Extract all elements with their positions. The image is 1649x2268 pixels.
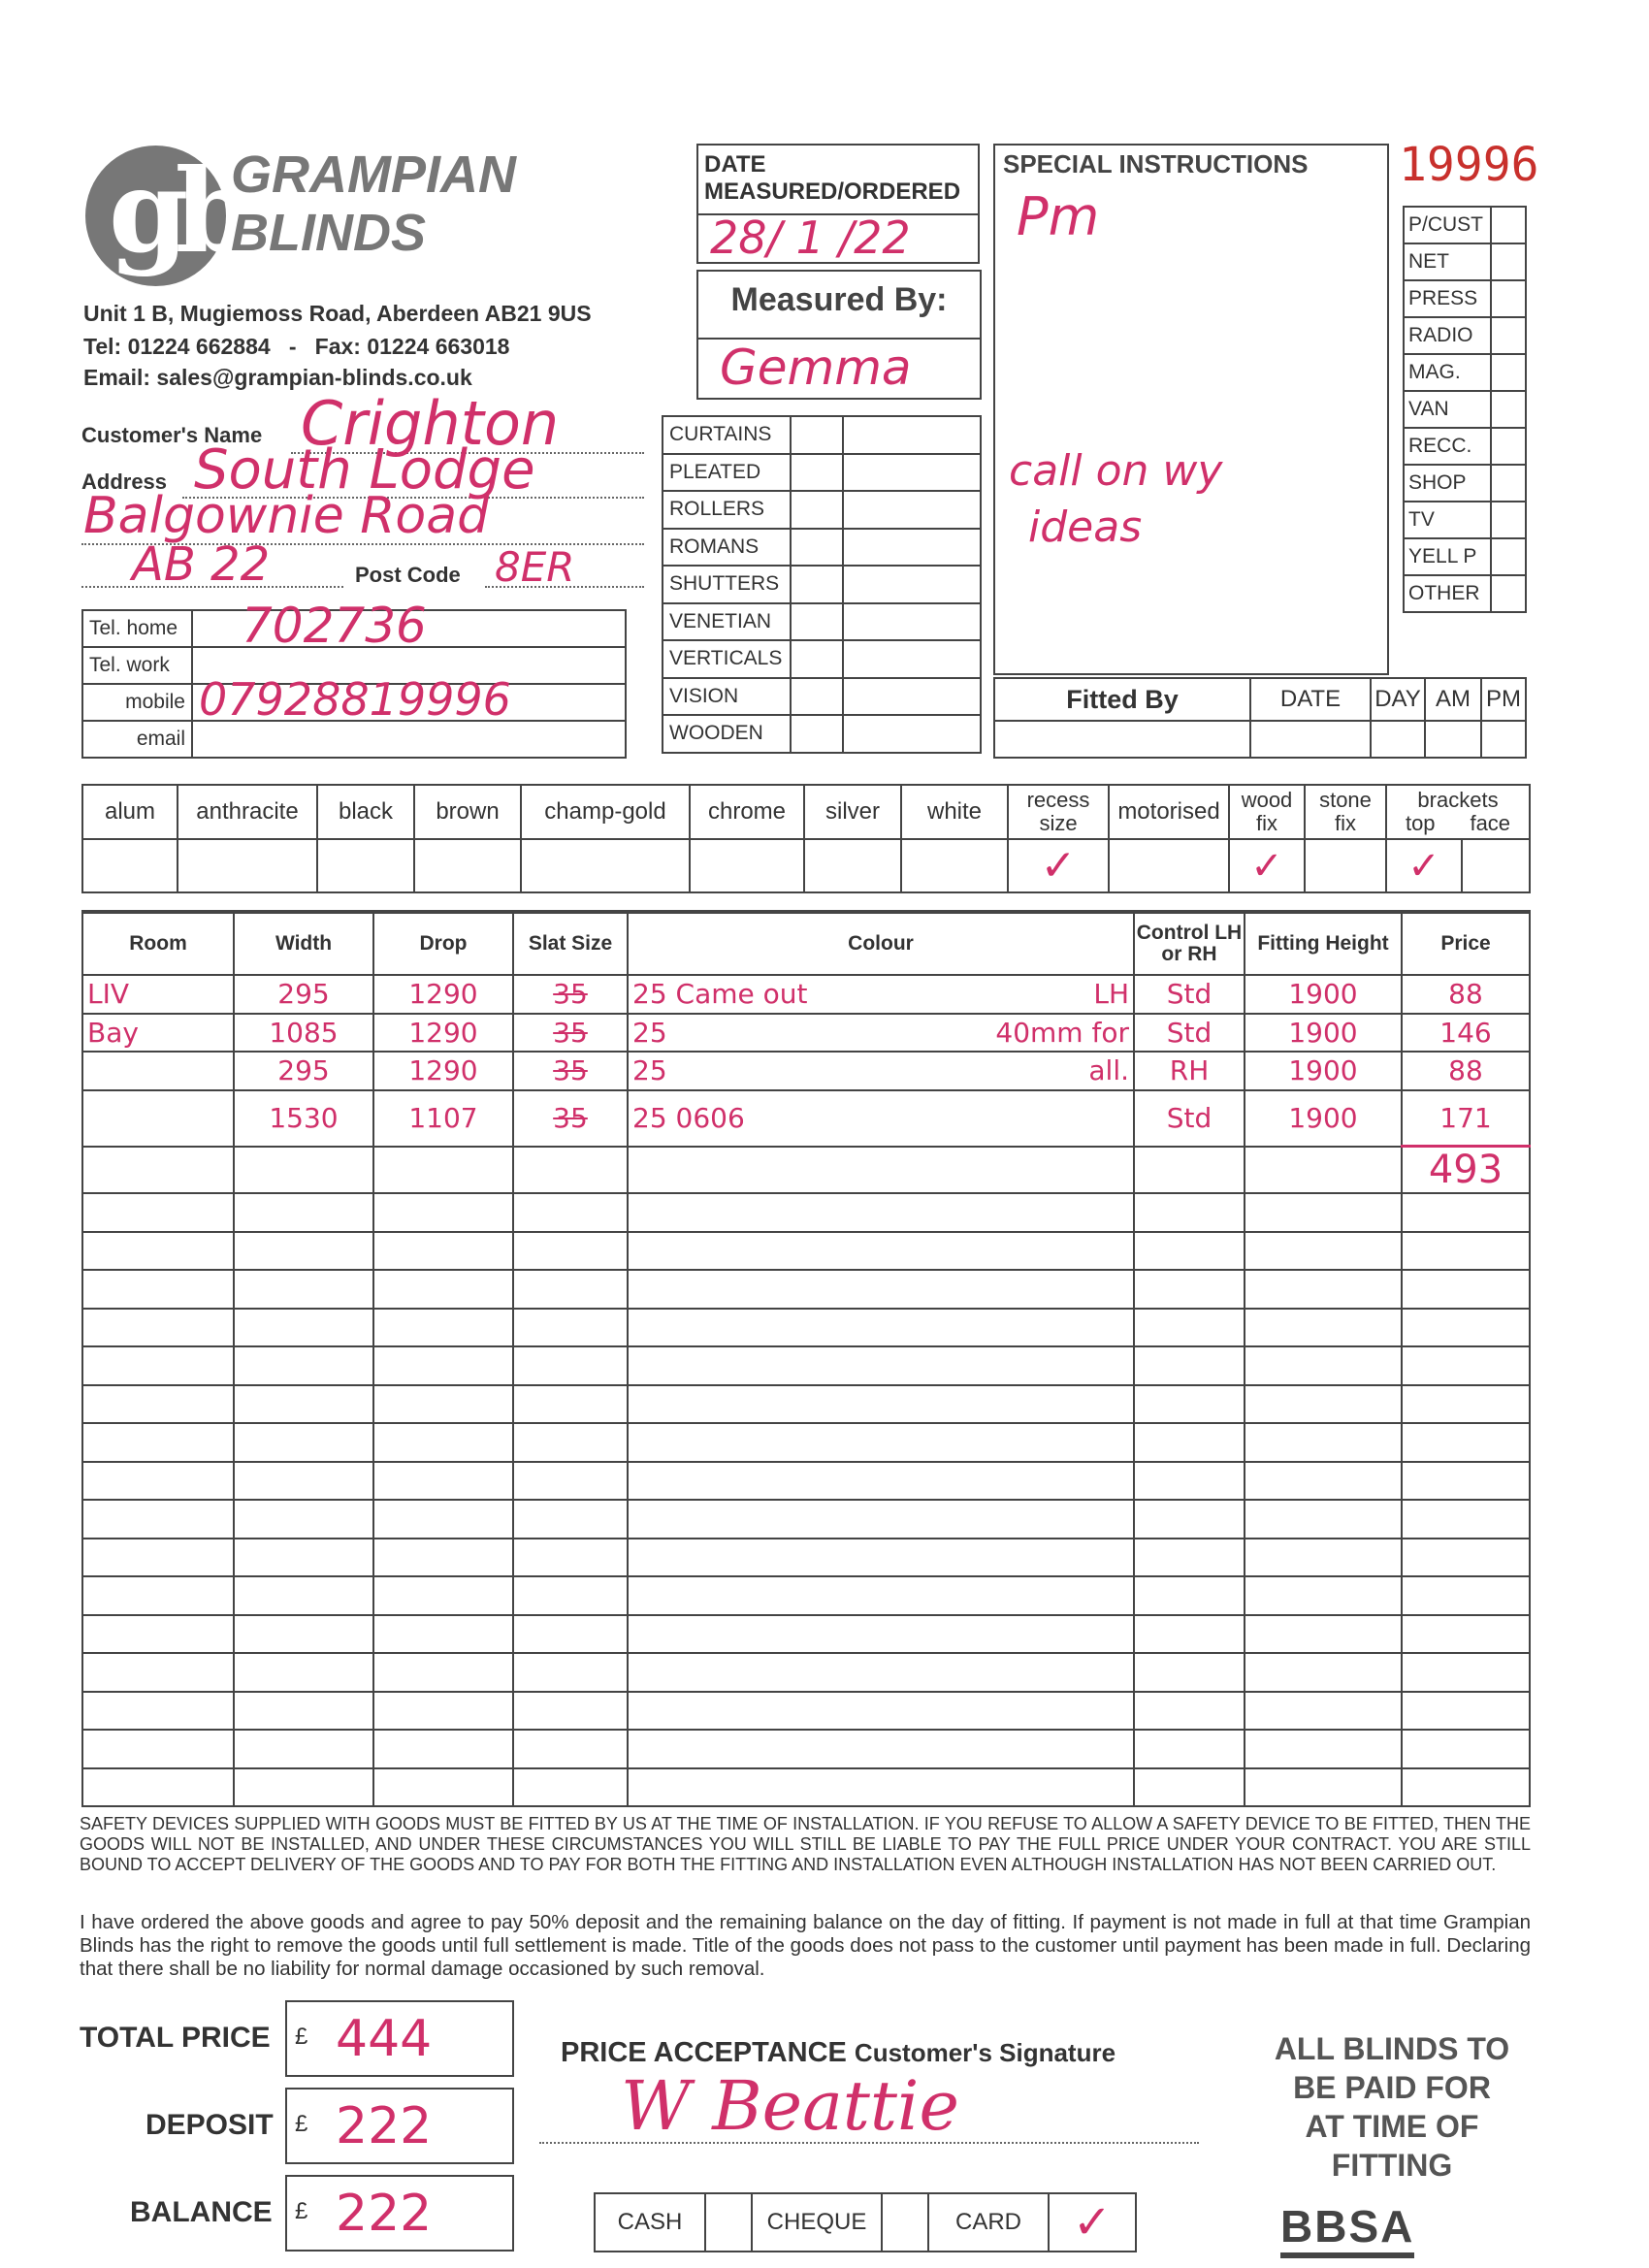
chk-wood-fix[interactable]: ✓ [1229,839,1305,892]
logo-letters: gb [109,144,242,278]
cell-fitting-height[interactable]: 1900 [1245,1052,1402,1090]
pay-cheque-check[interactable] [882,2193,928,2252]
fitted-pm-label: PM [1481,678,1526,721]
date-month: 1 [795,211,824,264]
colour-options-table [81,784,1531,893]
cell-colour-note: 40mm for [995,1016,1129,1049]
measured-by-value[interactable]: Gemma [720,340,912,396]
company-name [231,146,516,262]
source-list [1403,206,1527,613]
cell-control[interactable]: RH [1134,1052,1245,1090]
source-check[interactable] [1491,575,1526,612]
source-label: PRESS [1404,280,1491,317]
fitted-date-label: DATE [1250,678,1371,721]
cell-drop[interactable]: 1290 [373,1014,513,1053]
company-name-line1: GRAMPIAN [231,146,516,204]
product-check[interactable] [791,416,843,454]
opt-brackets-top: top [1405,811,1436,835]
order-number: 19996 [1399,138,1539,192]
balance-label: BALANCE [130,2196,273,2228]
opt-anthracite: anthracite [178,785,317,839]
cell-width[interactable]: 1085 [234,1014,373,1053]
cell-room[interactable]: Bay [82,1014,234,1053]
fitted-pm-value[interactable] [1481,721,1526,758]
cell-colour-value: 25 Came out [632,978,808,1011]
table-row [82,1385,1530,1424]
table-row [82,1193,1530,1232]
table-row [82,1692,1530,1731]
col-colour: Colour [628,912,1134,975]
source-check[interactable] [1491,538,1526,575]
chk-white[interactable] [901,839,1008,892]
source-check[interactable] [1491,502,1526,538]
postcode-value[interactable]: 8ER [495,543,575,591]
measured-by-label: Measured By: [730,281,948,318]
cell-price[interactable]: 88 [1402,975,1530,1014]
table-row [82,1462,1530,1501]
deposit-box[interactable]: £ 222 [285,2088,514,2164]
chk-chrome[interactable] [690,839,804,892]
product-qty[interactable] [843,678,981,716]
table-row [82,1090,1530,1147]
cell-drop[interactable]: 1290 [373,1052,513,1090]
special-note-2[interactable]: call on wy [1009,446,1223,496]
product-qty[interactable] [843,640,981,678]
address-label: Address [81,470,168,494]
source-check[interactable] [1491,243,1526,280]
cell-fitting-height[interactable]: 1900 [1245,975,1402,1014]
total-price-label: TOTAL PRICE [80,2022,271,2054]
source-label: RADIO [1404,317,1491,354]
contact-table [81,598,627,759]
product-qty[interactable] [843,454,981,492]
deposit-label: DEPOSIT [146,2109,274,2141]
cell-control[interactable]: Std [1134,1014,1245,1053]
tel-home-value[interactable]: 702736 [242,598,427,654]
date-label: DATE MEASURED/ORDERED [704,151,961,205]
product-label: PLEATED [663,454,791,492]
product-check[interactable] [791,454,843,492]
opt-silver: silver [804,785,901,839]
table-row [82,1730,1530,1768]
source-label: SHOP [1404,465,1491,502]
col-fitting-height: Fitting Height [1245,912,1402,975]
col-slat-size: Slat Size [513,912,628,975]
source-label: NET [1404,243,1491,280]
chk-stone-fix[interactable] [1305,839,1386,892]
table-row [82,1500,1530,1539]
product-type-list [662,415,982,754]
balance-value: 222 [336,2185,433,2243]
mobile-value[interactable]: 07928819996 [199,673,511,726]
table-row [82,1423,1530,1462]
product-check[interactable] [791,640,843,678]
fitted-day-value[interactable] [1371,721,1425,758]
fitted-by-table [993,677,1527,759]
cell-width[interactable]: 295 [234,975,373,1014]
source-check[interactable] [1491,354,1526,391]
cell-colour-value: 25 0606 [632,1102,745,1134]
chk-motorised[interactable] [1109,839,1229,892]
source-label: MAG. [1404,354,1491,391]
balance-box[interactable]: £ 222 [285,2175,514,2252]
bbsa-logo: BBSA [1280,2200,1414,2258]
table-row [82,1346,1530,1385]
pay-cash-check[interactable] [705,2193,752,2252]
table-row [82,1576,1530,1615]
address-line1[interactable]: South Lodge [194,438,535,502]
chk-anthracite[interactable] [178,839,317,892]
product-check[interactable] [791,678,843,716]
order-lines-table [81,910,1531,1807]
product-qty[interactable] [843,491,981,529]
table-row [82,1309,1530,1347]
product-qty[interactable] [843,715,981,753]
cell-colour[interactable] [628,1090,1134,1147]
product-check[interactable] [791,566,843,603]
product-qty[interactable] [843,603,981,641]
safety-terms: SAFETY DEVICES SUPPLIED WITH GOODS MUST BE FITTED BY US AT THE TIME OF INSTALLATION. IF YOU REFUSE TO ALLOW A SAFETY DEVICE TO BE FITTED, THEN THE GOODS WILL NOT BE INSTALLED, AND UNDER THESE CIRCUMSTANCES YOU WILL STILL BE LIABLE TO PAY THE FULL PRICE UNDER YOUR CONTRACT. YOU ARE STILL BOUND TO ACCEPT DELIVERY OF THE GOODS AND TO PAY FOR BOTH THE FITTING AND INSTALLATION EVEN ALTHOUGH INSTALLATION HAS NOT BEEN CARRIED OUT. [80,1814,1531,1874]
cell-control[interactable]: Std [1134,1090,1245,1147]
col-width: Width [234,912,373,975]
deposit-value: 222 [336,2097,433,2155]
cell-room[interactable] [82,1090,234,1147]
source-label: P/CUST [1404,207,1491,243]
table-row [82,1615,1530,1654]
company-email: Email: sales@grampian-blinds.co.uk [83,365,472,390]
opt-champ-gold: champ-gold [521,785,690,839]
chk-brackets-face[interactable] [1462,839,1530,892]
company-name-line2: BLINDS [231,204,426,262]
table-row [82,1768,1530,1807]
product-check[interactable] [791,491,843,529]
product-check[interactable] [791,529,843,567]
payment-method-table [594,2192,1137,2252]
chk-champ-gold[interactable] [521,839,690,892]
fitted-by-value[interactable] [994,721,1250,758]
customer-signature-label: Customer's Signature [854,2038,1116,2067]
cell-slat[interactable]: 35 [513,975,628,1014]
date-year: 22 [854,211,911,264]
chk-brown[interactable] [414,839,521,892]
opt-recess-size: recess size [1008,785,1109,839]
price-acceptance-label: PRICE ACCEPTANCE [561,2037,847,2068]
source-label: OTHER [1404,575,1491,612]
table-row [82,975,1530,1014]
product-label: VERTICALS [663,640,791,678]
chk-alum[interactable] [82,839,178,892]
cell-price[interactable]: 88 [1402,1052,1530,1090]
col-drop: Drop [373,912,513,975]
product-check[interactable] [791,715,843,753]
cell-drop[interactable]: 1107 [373,1090,513,1147]
source-check[interactable] [1491,465,1526,502]
source-check[interactable] [1491,317,1526,354]
opt-alum: alum [82,785,178,839]
table-row [82,1270,1530,1309]
cell-width[interactable]: 1530 [234,1090,373,1147]
cell-colour-note: LH [1093,978,1129,1011]
product-label: ROMANS [663,529,791,567]
customer-name-label: Customer's Name [81,423,263,447]
date-box [696,144,980,264]
cell-slat[interactable]: 35 [513,1090,628,1147]
tel-work-label: Tel. work [82,647,192,684]
product-label: VENETIAN [663,603,791,641]
product-qty[interactable] [843,566,981,603]
chk-brackets-top[interactable]: ✓ [1386,839,1462,892]
fitted-am-label: AM [1425,678,1481,721]
cell-control[interactable]: Std [1134,975,1245,1014]
date-day: 28 [710,211,767,264]
cell-colour-note: all. [1088,1054,1129,1087]
source-check[interactable] [1491,391,1526,428]
product-label: VISION [663,678,791,716]
product-label: ROLLERS [663,491,791,529]
payment-notice: ALL BLINDS TO BE PAID FOR AT TIME OF FITTING [1274,2031,1510,2183]
cell-drop[interactable]: 1290 [373,975,513,1014]
cell-room[interactable] [82,1052,234,1090]
col-room: Room [82,912,234,975]
opt-motorised: motorised [1109,785,1229,839]
source-check[interactable] [1491,280,1526,317]
table-row [82,1052,1530,1090]
address-line3[interactable]: AB 22 [132,537,271,592]
product-label: SHUTTERS [663,566,791,603]
fitted-date-value[interactable] [1250,721,1371,758]
opt-brackets-face: face [1470,811,1511,835]
agreement-terms: I have ordered the above goods and agree to pay 50% deposit and the remaining balance on the day of fitting. If payment is not made in full at that time Grampian Blinds has the right to remove the goods until full settlement is made. Title of the goods does not pass to the customer until payment has been made in full. Declaring that there shall be no liability for normal damage occasioned by such removal. [80,1911,1531,1980]
opt-black: black [317,785,414,839]
chk-silver[interactable] [804,839,901,892]
fitted-am-value[interactable] [1425,721,1481,758]
email-value[interactable] [192,721,626,758]
col-control: Control LH or RH [1134,912,1245,975]
pay-card-check[interactable]: ✓ [1049,2193,1136,2252]
source-label: VAN [1404,391,1491,428]
price-acceptance [561,2037,1116,2069]
product-qty[interactable] [843,416,981,454]
product-qty[interactable] [843,529,981,567]
cell-colour-value: 25 [632,1016,667,1049]
table-row [82,1653,1530,1692]
postcode-label: Post Code [355,563,461,587]
chk-recess-size[interactable]: ✓ [1008,839,1109,892]
address-line2[interactable]: Balgownie Road [83,487,490,545]
source-label: TV [1404,502,1491,538]
source-label: RECC. [1404,428,1491,465]
measured-by-box [696,270,982,400]
pay-cheque-label: CHEQUE [752,2193,882,2252]
special-note-1[interactable]: Pm [1017,186,1100,247]
date-value[interactable]: 28/ 1 /22 [710,211,911,264]
opt-stone-fix: stone fix [1305,785,1386,839]
cell-price[interactable]: 171 [1402,1090,1530,1147]
cell-colour-value: 25 [632,1054,667,1087]
cell-colour[interactable] [628,1052,1134,1090]
total-price-value: 444 [336,2010,433,2068]
cell-slat[interactable]: 35 [513,1052,628,1090]
table-row [82,1014,1530,1053]
customer-signature[interactable]: W Beattie [621,2066,959,2146]
opt-white: white [901,785,1008,839]
source-check[interactable] [1491,428,1526,465]
cell-fitting-height[interactable]: 1900 [1245,1014,1402,1053]
opt-brown: brown [414,785,521,839]
cell-price[interactable]: 146 [1402,1014,1530,1053]
col-price: Price [1402,912,1530,975]
product-label: WOODEN [663,715,791,753]
mobile-label: mobile [82,684,192,721]
table-row [82,1147,1530,1194]
pay-cash-label: CASH [595,2193,705,2252]
company-tel-fax: Tel: 01224 662884 - Fax: 01224 663018 [83,334,510,359]
source-check[interactable] [1491,207,1526,243]
customer-name[interactable]: Crighton [301,388,560,459]
opt-chrome: chrome [690,785,804,839]
cell-slat[interactable]: 35 [513,1014,628,1053]
product-check[interactable] [791,603,843,641]
tel-home-label: Tel. home [82,610,192,647]
source-label: YELL P [1404,538,1491,575]
cell-colour[interactable] [628,975,1134,1014]
cell-fitting-height[interactable]: 1900 [1245,1090,1402,1147]
special-instructions-box [993,144,1389,675]
chk-black[interactable] [317,839,414,892]
fitted-by-label: Fitted By [994,678,1250,721]
company-address: Unit 1 B, Mugiemoss Road, Aberdeen AB21 9US [83,301,592,326]
special-note-3[interactable]: ideas [1028,502,1143,552]
cell-width[interactable]: 295 [234,1052,373,1090]
cell-room[interactable]: LIV [82,975,234,1014]
email-label: email [82,721,192,758]
table-row [82,1232,1530,1271]
product-label: CURTAINS [663,416,791,454]
fitted-day-label: DAY [1371,678,1425,721]
special-instructions-label: SPECIAL INSTRUCTIONS [1003,149,1309,178]
cell-colour[interactable] [628,1014,1134,1053]
opt-brackets: brackets top face [1386,785,1530,839]
cell-subtotal[interactable]: 493 [1402,1147,1530,1194]
opt-wood-fix: wood fix [1229,785,1305,839]
total-price-box[interactable]: £ 444 [285,2000,514,2077]
pay-card-label: CARD [928,2193,1049,2252]
table-row [82,1539,1530,1577]
